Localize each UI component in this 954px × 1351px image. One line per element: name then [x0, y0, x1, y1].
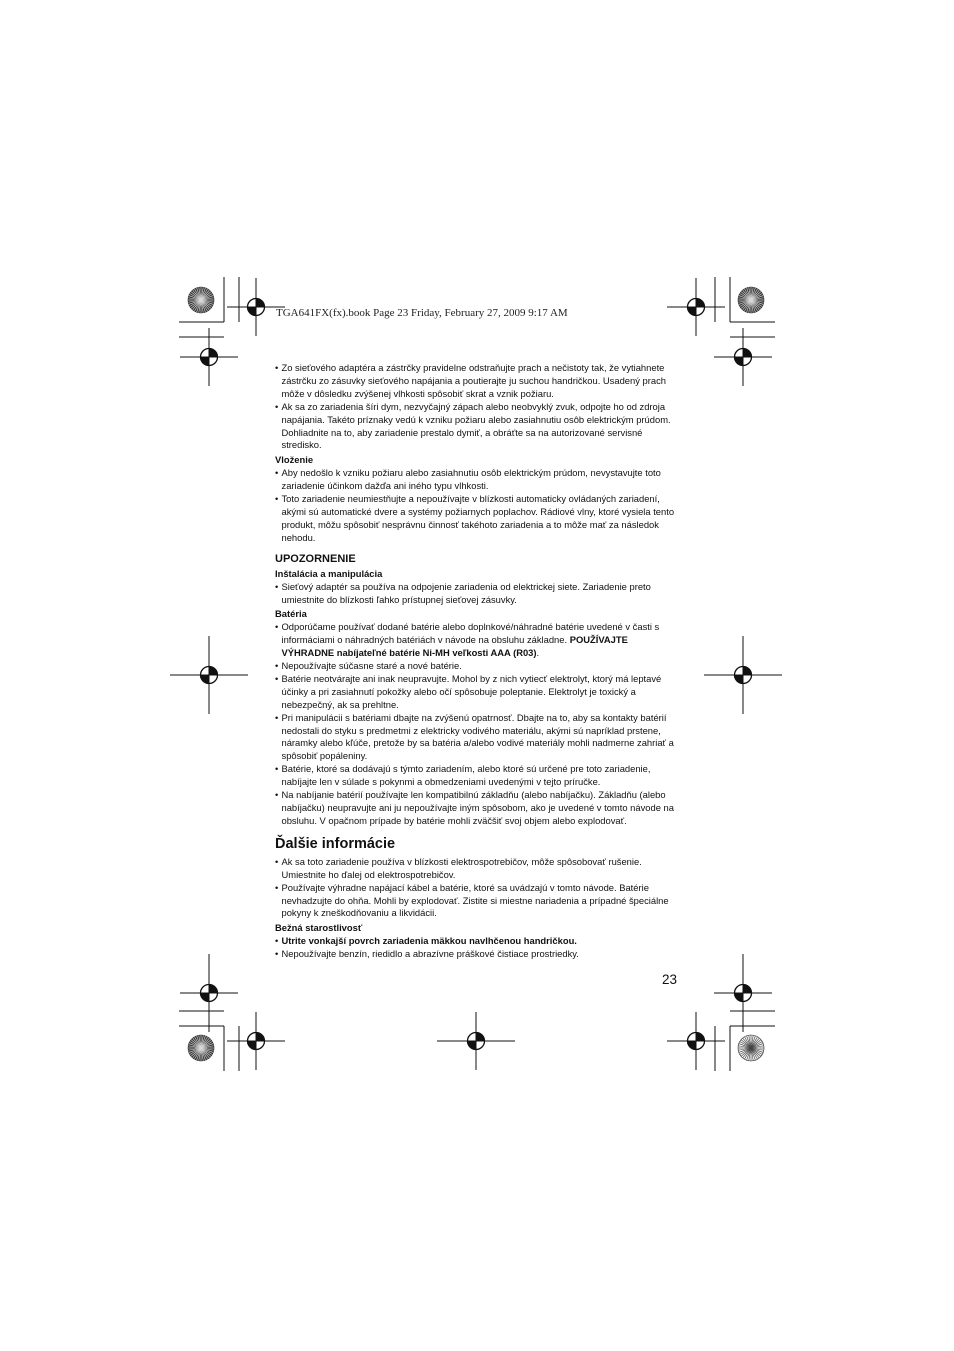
list-item: • Používajte výhradne napájací kábel a batérie, ktoré sa uvádzajú v tomto návode. Batérie nevhadzujte do ohňa. Mohli by explodovať. Zistite si miestne nariadenia a prípadné špeciálne pokyny k zneškodňovaniu a likvidácii.	[275, 882, 681, 921]
list-item: • Aby nedošlo k vzniku požiaru alebo zasiahnutiu osôb elektrickým prúdom, nevystavujte toto zariadenie účinkom dažďa ani iného typu vlhkosti.	[275, 467, 681, 493]
list-item: • Toto zariadenie neumiestňujte a nepoužívajte v blízkosti automaticky ovládaných zariadení, akými sú automatické dvere a systémy požiarnych poplachov. Rádiové vlny, ktoré vysiela tento produkt, môžu spôsobiť nesprávnu činnosť takéhoto zariadenia a to môže mať za následok nehodu.	[275, 493, 681, 545]
registration-target	[667, 278, 725, 336]
list-item: • Batérie, ktoré sa dodávajú s týmto zariadením, alebo ktoré sú určené pre toto zariadenie, nabíjajte len v súlade s pokynmi a obmedzeniami uvedenými v tejto príručke.	[275, 763, 681, 789]
list-item: • Batérie neotvárajte ani inak neupravujte. Mohol by z nich vytiecť elektrolyt, ktorý má leptavé účinky a pri zasiahnutí pokožky alebo očí spôsobuje poleptanie. Elektrolyt je toxický a nebezpečný, ak sa prehltne.	[275, 673, 681, 712]
list-item: • Pri manipulácii s batériami dbajte na zvýšenú opatrnosť. Dbajte na to, aby sa kontakty batérií nedostali do styku s predmetmi z elektricky vodivého materiálu, akými sú napríklad prstene, náramky alebo kľúče, pretože by sa batéria a/alebo vodivé materiály mohli nadmerne zahriať a spôsobiť popáleniny.	[275, 712, 681, 764]
page-content	[275, 362, 681, 961]
list-item: • Nepoužívajte súčasne staré a nové batérie.	[275, 660, 681, 673]
item-bold-text: POUŽÍVAJTE VÝHRADNE nabíjateľné batérie Ni-MH veľkosti AAA (R03)	[281, 634, 628, 659]
starburst-target	[738, 1035, 764, 1061]
subheading-bezna-starostlivost: Bežná starostlivosť	[275, 922, 363, 934]
list-item: • Nepoužívajte benzín, riedidlo a abrazívne práškové čistiace prostriedky.	[275, 948, 681, 961]
subheading-vlozenie: Vloženie	[275, 454, 314, 466]
item-text-end: .	[536, 647, 540, 659]
page-number: 23	[662, 972, 678, 987]
list-item-bold	[275, 935, 681, 948]
list-item: • Ak sa toto zariadenie používa v blízkosti elektrospotrebičov, môže spôsobovať rušenie. Umiestnite ho ďalej od elektrospotrebičov.	[275, 856, 681, 882]
list-item: • Na nabíjanie batérií používajte len kompatibilnú základňu (alebo nabíjačku). Základňu (alebo nabíjačku) neupravujte ani ju nepoužívajte iným spôsobom, ako je uvedené v tomto návode na obsluhu. V opačnom prípade by batérie mohli zväčšiť svoj objem alebo explodovať.	[275, 789, 681, 828]
list-item: • Zo sieťového adaptéra a zástrčky pravidelne odstraňujte prach a nečistoty tak, že vytiahnete zástrčku zo zásuvky sieťového napájania a poutierajte ju suchou handričkou. Usadený prach môže v dôsledku zvýšenej vlhkosti spôsobiť skrat a vznik požiaru.	[275, 362, 681, 401]
item-bold-text: Utrite vonkajší povrch zariadenia mäkkou navlhčenou handričkou.	[281, 935, 577, 947]
starburst-target	[188, 287, 214, 313]
registration-target	[227, 1012, 285, 1070]
starburst-target	[188, 1035, 214, 1061]
item-text: Odporúčame používať dodané batérie alebo doplnkové/náhradné batérie uvedené v časti s informáciami o náhradných batériách v návode na obsluhu základne.	[281, 621, 660, 646]
list-item	[275, 621, 681, 660]
registration-target	[667, 1012, 725, 1070]
section-heading-upozornenie: UPOZORNENIE	[275, 552, 356, 565]
subheading-instalacia: Inštalácia a manipulácia	[275, 567, 383, 579]
subheading-bateria: Batéria	[275, 608, 307, 620]
list-item: • Ak sa zo zariadenia šíri dym, nezvyčajný zápach alebo neobvyklý zvuk, odpojte ho od zdroja napájania. Takéto príznaky vedú k vzniku požiaru alebo zasiahnutiu osôb elektrickým prúdom. Dohliadnite na to, aby zariadenie prestalo dymiť, a obráťte sa na autorizované servisné stredisko.	[275, 401, 681, 453]
file-info-header: TGA641FX(fx).book Page 23 Friday, February 27, 2009 9:17 AM	[276, 307, 568, 319]
starburst-target	[738, 287, 764, 313]
section-heading-dalsie-informacie: Ďalšie informácie	[275, 835, 396, 852]
list-item: • Sieťový adaptér sa používa na odpojenie zariadenia od elektrickej siete. Zariadenie preto umiestnite do blízkosti ľahko prístupnej sieťovej zásuvky.	[275, 581, 681, 607]
